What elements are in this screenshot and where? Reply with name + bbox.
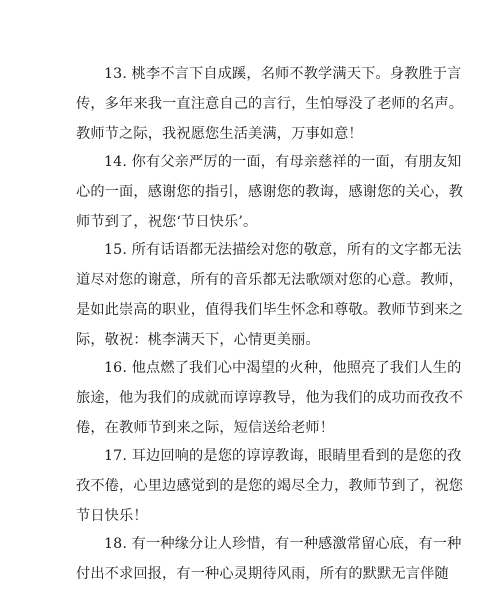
paragraph-14: [76, 147, 464, 237]
paragraph-17: [76, 441, 464, 531]
paragraph-line: 节日快乐！: [76, 508, 148, 524]
line-text: 13. 桃李不言下自成蹊，名师不教学满天下。身教胜于言: [104, 66, 462, 82]
paragraph-line: 道尽对您的谢意，所有的音乐都无法歌颂对您的心意。教师，: [76, 272, 464, 288]
paragraph-18: [76, 529, 462, 589]
paragraph-15: [76, 235, 464, 355]
paragraph-line: 传，多年来我一直注意自己的言行，生怕辱没了老师的名声。: [76, 96, 464, 112]
paragraph-line: 倦，在教师节到来之际，短信送给老师！: [76, 420, 335, 436]
line-text: 14. 你有父亲严厉的一面，有母亲慈祥的一面，有朋友知: [104, 154, 462, 170]
paragraph-16: [76, 353, 464, 443]
paragraph-line: 师节到了，祝您‘节日快乐’。: [76, 214, 258, 230]
line-text: 16. 他点燃了我们心中渴望的火种，他照亮了我们人生的: [104, 360, 462, 376]
paragraph-line: 心的一面，感谢您的指引，感谢您的教诲，感谢您的关心，教: [76, 184, 464, 200]
paragraph-line: [76, 147, 462, 177]
paragraph-line: [76, 235, 462, 265]
paragraph-line: 教师节之际，我祝愿您生活美满，万事如意！: [76, 126, 363, 142]
line-text: 17. 耳边回响的是您的谆谆教诲，眼睛里看到的是您的孜: [104, 448, 462, 464]
paragraph-13: [76, 59, 464, 149]
line-text: 18. 有一种缘分让人珍惜，有一种感激常留心底，有一种: [104, 536, 462, 552]
line-text: 15. 所有话语都无法描绘对您的敬意，所有的文字都无法: [104, 242, 462, 258]
paragraph-line: [76, 353, 462, 383]
paragraph-line: [76, 59, 462, 89]
paragraph-line: [76, 441, 462, 471]
paragraph-line: 是如此崇高的职业，值得我们毕生怀念和尊敬。教师节到来之: [76, 302, 464, 318]
paragraph-line: 孜不倦，心里边感觉到的是您的竭尽全力，教师节到了，祝您: [76, 478, 464, 494]
paragraph-line: 际，敬祝：桃李满天下，心情更美丽。: [76, 332, 320, 348]
paragraph-line: [76, 529, 462, 559]
paragraph-line: 旅途，他为我们的成就而谆谆教导，他为我们的成功而孜孜不: [76, 390, 464, 406]
paragraph-line: 付出不求回报，有一种心灵期待风雨，所有的默默无言伴随: [76, 566, 449, 582]
